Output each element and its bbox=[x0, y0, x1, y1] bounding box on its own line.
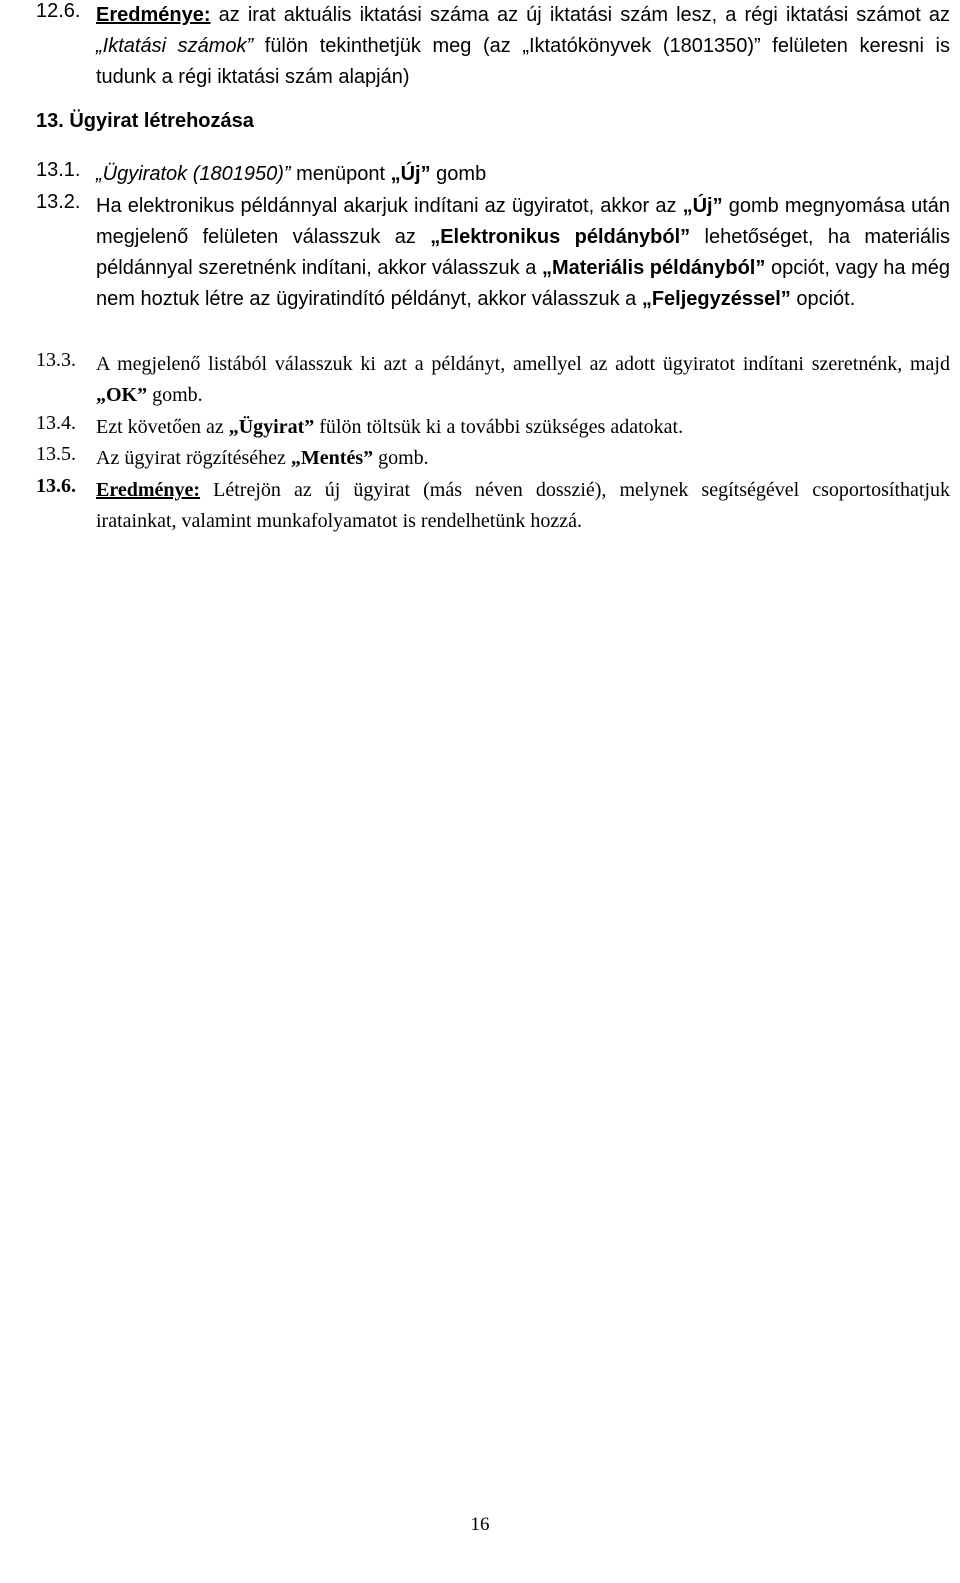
result-label: Eredménye: bbox=[96, 479, 201, 501]
body-text: Az ügyirat rögzítéséhez bbox=[96, 447, 291, 469]
body-text: opciót, vagy ha még nem hoztuk létre az ügyiratindító példányt, akkor válasszuk a bbox=[96, 257, 951, 310]
section-body bbox=[96, 475, 950, 537]
section-13-1 bbox=[36, 159, 950, 190]
section-12-6 bbox=[36, 0, 950, 93]
body-text: gomb. bbox=[373, 447, 429, 469]
section-number: 13.1. bbox=[36, 159, 81, 181]
page-number: 16 bbox=[470, 1514, 490, 1535]
menu-name: „Ügyiratok (1801950)” bbox=[96, 163, 291, 185]
body-text: gomb. bbox=[147, 384, 203, 406]
body-text: Létrejön az új ügyirat (más néven dosszié), melynek segítségével csoportosíthatjuk iratainkat, valamint munkafolyamatot is rendelhetünk hozzá. bbox=[96, 479, 950, 532]
body-text: A megjelenő listából válasszuk ki azt a példányt, amellyel az adott ügyiratot indítani szeretnénk, majd bbox=[96, 353, 950, 375]
body-text: Ha elektronikus példánnyal akarjuk indítani az ügyiratot, akkor az bbox=[96, 195, 683, 217]
body-text: menüpont bbox=[290, 163, 391, 185]
result-label: Eredménye: bbox=[96, 4, 211, 26]
save-button-name: „Mentés” bbox=[290, 447, 374, 469]
body-text: fülön tekinthetjük meg (az „Iktatókönyvek (1801350)” felületen keresni is tudunk a régi iktatási szám alapján) bbox=[96, 35, 950, 88]
section-body bbox=[96, 191, 950, 315]
section-13-5 bbox=[36, 443, 950, 474]
section-body bbox=[96, 412, 950, 443]
section-body bbox=[96, 159, 950, 190]
section-number: 12.6. bbox=[36, 0, 81, 22]
ok-button-name: „OK” bbox=[96, 384, 148, 406]
body-text: Ezt követően az bbox=[96, 416, 229, 438]
section-13-4 bbox=[36, 412, 950, 443]
section-13-6 bbox=[36, 475, 950, 537]
section-number: 13.5. bbox=[36, 443, 76, 465]
body-text: gomb bbox=[430, 163, 487, 185]
body-text: opciót. bbox=[790, 288, 856, 310]
section-body bbox=[96, 443, 950, 474]
section-number: 13.4. bbox=[36, 412, 76, 434]
option-note: „Feljegyzéssel” bbox=[641, 288, 791, 310]
section-heading: 13. Ügyirat létrehozása bbox=[36, 110, 254, 132]
option-electronic: „Elektronikus példányból” bbox=[430, 226, 691, 248]
body-text: lehetőséget, ha materiális példánnyal szeretnénk indítani, akkor válasszuk a bbox=[96, 226, 950, 279]
section-number: 13.6. bbox=[36, 475, 76, 497]
body-text: az irat aktuális iktatási száma az új iktatási szám lesz, a régi iktatási számot az bbox=[210, 4, 950, 26]
option-material: „Materiális példányból” bbox=[541, 257, 766, 279]
body-text: gomb megnyomása után megjelenő felületen válasszuk az bbox=[96, 195, 950, 248]
button-name: „Új” bbox=[390, 163, 431, 185]
section-13-3 bbox=[36, 349, 950, 411]
new-button-name: „Új” bbox=[682, 195, 723, 217]
tab-name: „Iktatási számok” bbox=[96, 35, 254, 57]
section-body bbox=[96, 0, 950, 93]
tab-name: „Ügyirat” bbox=[228, 416, 315, 438]
section-13-2 bbox=[36, 191, 950, 315]
section-number: 13.2. bbox=[36, 191, 81, 213]
section-number: 13.3. bbox=[36, 349, 76, 371]
body-text: fülön töltsük ki a további szükséges adatokat. bbox=[314, 416, 684, 438]
section-body bbox=[96, 349, 950, 411]
